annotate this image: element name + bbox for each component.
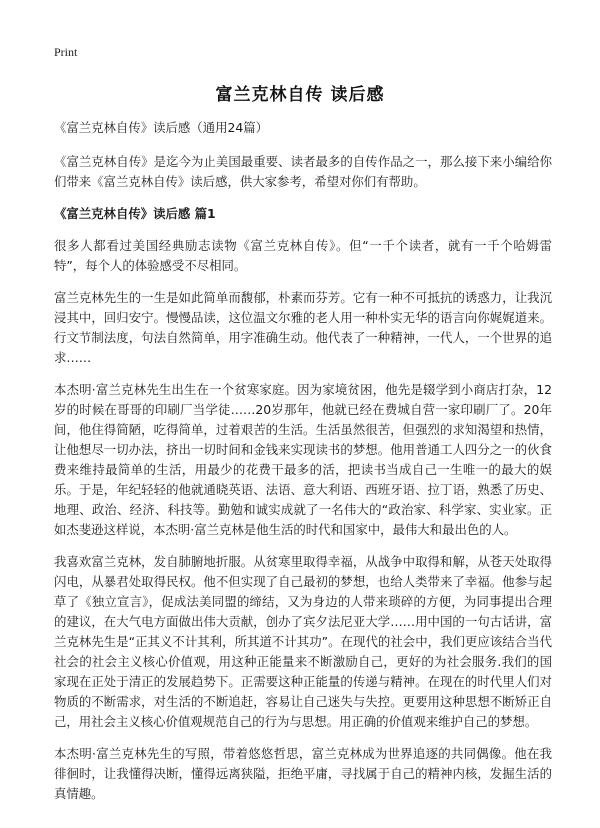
paragraph: 本杰明·富兰克林先生出生在一个贫寒家庭。因为家境贫困，他先是辍学到小商店打杂，12岁的时候在哥哥的印刷厂当学徒……20岁那年，他就已经在费城自营一家印刷厂了。20年间，他住得简陋，吃得简单，过着艰苦的生活。生活虽然很苦，但强烈的求知渴望和热情，让他想尽一切办法，挤出一切时间和金钱来实现读书的梦想。他用普通工人四分之一的伙食费来维持最简单的生活，用最少的花费干最多的活，把读书当成自己一生唯一的最大的娱乐。于是，年纪轻轻的他就通晓英语、法语、意大利语、西班牙语、拉丁语，熟悉了历史、地理、政治、经济、科技等。勤勉和诚实成就了一名伟大的“政治家、科学家、实业家。正如杰斐逊这样说，本杰明·富兰克林是他生活的时代和国家中，最伟大和最出色的人。 bbox=[54, 382, 552, 537]
article-intro: 《富兰克林自传》是迄今为止美国最重要、读者最多的自传作品之一，那么接下来小编给你们带来《富兰克林自传》读后感，供大家参考，希望对你们有帮助。 bbox=[54, 154, 552, 189]
article-body bbox=[54, 118, 552, 804]
paragraph: 我喜欢富兰克林，发自肺腑地折服。从贫寒里取得幸福，从战争中取得和解，从苍天处取得闪电，从暴君处取得民权。他不但实现了自己最初的梦想，也给人类带来了幸福。他参与起草了《独立宣言》，促成法美同盟的缔结，又为身边的人带来琐碎的方便，为同事提出合理的建议，在大气电方面做出伟大贡献，创办了宾夕法尼亚大学……用中国的一句古话讲，富兰克林先生是“正其义不计其利，所其道不计其功”。在现代的社会中，我们更应该结合当代社会的社会主义核心价值观，用这种正能量来不断激励自己，更好的为社会服务.我们的国家现在正处于清正的发展趋势下。正需要这种正能量的传递与精神。在现在的时代里人们对物质的不断需求，对生活的不断追赶，容易让自己迷失与失控。更要用这种思想不断矫正自己，用社会主义核心价值观规范自己的行为与思想。用正确的价值观来维护自己的梦想。 bbox=[54, 554, 552, 729]
article-subtitle: 《富兰克林自传》读后感（通用24篇） bbox=[54, 120, 269, 135]
paragraph: 很多人都看过美国经典励志读物《富兰克林自传》。但“一千个读者，就有一千个哈姆雷特”，每个人的体验感受不尽相同。 bbox=[54, 238, 552, 273]
section-heading: 《富兰克林自传》读后感 篇1 bbox=[54, 206, 216, 221]
paragraph: 本杰明·富兰克林先生的写照，带着悠悠哲思，富兰克林成为世界追逐的共同偶像。他在我徘徊时，让我懂得决断，懂得远离狭隘，拒绝平庸，寻找属于自己的精神内核，发掘生活的真情趣。 bbox=[54, 746, 552, 801]
paragraph: 富兰克林先生的一生是如此简单而馥郁，朴素而芬芳。它有一种不可抵抗的诱惑力，让我沉浸其中，回归安宁。慢慢品读，这位温文尔雅的老人用一种朴实无华的语言向你娓娓道来。行文节制法度，句法自然简单，用字准确生动。他代表了一种精神，一代人，一个世界的追求…… bbox=[54, 290, 552, 365]
print-link[interactable]: Print bbox=[54, 45, 78, 59]
page-title: 富兰克林自传 读后感 bbox=[215, 85, 385, 105]
